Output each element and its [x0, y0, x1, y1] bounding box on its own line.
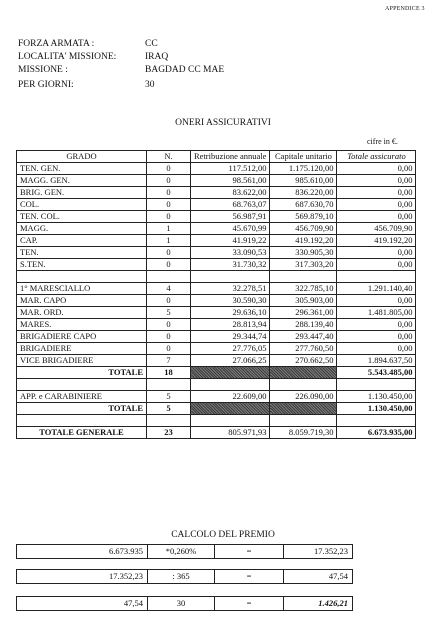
table-row: [17, 247, 416, 259]
table-row: [17, 307, 416, 319]
cell-n: 5: [147, 307, 191, 319]
premio-operator: : 365: [148, 570, 215, 584]
insurance-table: [16, 150, 416, 439]
header-value: 30: [145, 80, 155, 90]
premio-result: 17.352,23: [284, 545, 353, 559]
spacer-cell: [147, 271, 191, 283]
table-row: [17, 295, 416, 307]
table-row: [17, 175, 416, 187]
cell-grado: TEN.: [17, 247, 147, 259]
cell-n: 0: [147, 247, 191, 259]
cell-capitale: 569.879,10: [270, 211, 337, 223]
cell-n: 0: [147, 163, 191, 175]
shaded-cell: [270, 403, 337, 415]
cell-retribuzione: 28.813,94: [191, 319, 270, 331]
cell-capitale: 317.303,20: [270, 259, 337, 271]
spacer-cell: [147, 415, 191, 427]
col-totale: Totale assicurato: [337, 151, 416, 163]
cell-capitale: 456.709,90: [270, 223, 337, 235]
cell-totale: 1.130.450,00: [337, 391, 416, 403]
cell-totale: 0,00: [337, 259, 416, 271]
col-retribuzione: Retribuzione annuale: [191, 151, 270, 163]
cell-totale: 0,00: [337, 331, 416, 343]
cell-grado: MAR. ORD.: [17, 307, 147, 319]
cell-capitale: 293.447,40: [270, 331, 337, 343]
premio-row-2: [16, 569, 353, 584]
cell-retribuzione: 98.561,00: [191, 175, 270, 187]
cell-n: 0: [147, 187, 191, 199]
cell-capitale: 305.903,00: [270, 295, 337, 307]
total-row: [17, 403, 416, 415]
spacer-cell: [270, 415, 337, 427]
table-header-row: [17, 151, 416, 163]
grand-total-capitale: 8.059.719,30: [270, 427, 337, 439]
spacer-row: [17, 379, 416, 391]
cell-capitale: 687.630,70: [270, 199, 337, 211]
spacer-cell: [270, 271, 337, 283]
spacer-cell: [337, 415, 416, 427]
cell-totale: 0,00: [337, 163, 416, 175]
cell-n: 0: [147, 343, 191, 355]
cell-grado: MARES.: [17, 319, 147, 331]
cell-totale: 0,00: [337, 187, 416, 199]
cell-totale: 1.291.140,40: [337, 283, 416, 295]
cell-grado: 1° MARESCIALLO: [17, 283, 147, 295]
grand-total-label: TOTALE GENERALE: [17, 427, 147, 439]
total-row: [17, 367, 416, 379]
cell-retribuzione: 30.590,30: [191, 295, 270, 307]
premio-final-result: 1.426,21: [284, 597, 353, 611]
header-value: CC: [145, 39, 158, 49]
cell-grado: TEN. GEN.: [17, 163, 147, 175]
cell-retribuzione: 32.278,51: [191, 283, 270, 295]
cell-grado: MAR. CAPO: [17, 295, 147, 307]
premio-row-1: [16, 544, 353, 559]
col-n: N.: [147, 151, 191, 163]
cell-n: 0: [147, 175, 191, 187]
cell-grado: BRIGADIERE: [17, 343, 147, 355]
col-capitale: Capitale unitario: [270, 151, 337, 163]
cell-retribuzione: 27.066,25: [191, 355, 270, 367]
cell-n: 0: [147, 295, 191, 307]
cell-capitale: 330.905,30: [270, 247, 337, 259]
table-row: [17, 283, 416, 295]
section-title: ONERI ASSICURATIVI: [175, 118, 271, 128]
cell-grado: APP. e CARABINIERE: [17, 391, 147, 403]
grand-total-retribuzione: 805.971,93: [191, 427, 270, 439]
cell-retribuzione: 29.344,74: [191, 331, 270, 343]
premio-equals: =: [215, 597, 284, 611]
spacer-cell: [191, 379, 270, 391]
table-row: [17, 223, 416, 235]
cell-n: 7: [147, 355, 191, 367]
spacer-row: [17, 271, 416, 283]
premio-equals: =: [215, 570, 284, 584]
total-n: 18: [147, 367, 191, 379]
cell-grado: MAGG. GEN.: [17, 175, 147, 187]
cell-retribuzione: 117.512,00: [191, 163, 270, 175]
mission-header: [0, 38, 446, 98]
premio-operand: 47,54: [17, 597, 148, 611]
cell-retribuzione: 29.636,10: [191, 307, 270, 319]
shaded-cell: [191, 403, 270, 415]
cell-retribuzione: 41.919,22: [191, 235, 270, 247]
grand-total-value: 6.673.935,00: [337, 427, 416, 439]
cell-n: 1: [147, 223, 191, 235]
cell-retribuzione: 33.090,53: [191, 247, 270, 259]
cell-n: 0: [147, 331, 191, 343]
premio-operand: 6.673.935: [17, 545, 148, 559]
cell-capitale: 322.785,10: [270, 283, 337, 295]
cell-totale: 1.481.805,00: [337, 307, 416, 319]
cell-retribuzione: 83.622,00: [191, 187, 270, 199]
spacer-cell: [191, 415, 270, 427]
cell-retribuzione: 27.776,05: [191, 343, 270, 355]
cell-totale: 0,00: [337, 319, 416, 331]
table-row: [17, 163, 416, 175]
spacer-cell: [147, 379, 191, 391]
spacer-cell: [17, 415, 147, 427]
cell-n: 0: [147, 211, 191, 223]
table-row: [17, 199, 416, 211]
table-row: [17, 187, 416, 199]
cell-capitale: 1.175.120,00: [270, 163, 337, 175]
total-value: 5.543.485,00: [337, 367, 416, 379]
premio-equals: =: [215, 545, 284, 559]
spacer-cell: [191, 271, 270, 283]
cell-totale: 0,00: [337, 295, 416, 307]
cell-capitale: 836.220,00: [270, 187, 337, 199]
cell-grado: COL.: [17, 199, 147, 211]
cell-n: 0: [147, 319, 191, 331]
cell-capitale: 419.192,20: [270, 235, 337, 247]
total-value: 1.130.450,00: [337, 403, 416, 415]
cell-n: 5: [147, 391, 191, 403]
cell-n: 0: [147, 259, 191, 271]
premio-result: 47,54: [284, 570, 353, 584]
grand-total-row: [17, 427, 416, 439]
header-label: FORZA ARMATA :: [18, 39, 95, 49]
cell-grado: S.TEN.: [17, 259, 147, 271]
spacer-cell: [17, 379, 147, 391]
table-row: [17, 259, 416, 271]
cell-retribuzione: 22.609,00: [191, 391, 270, 403]
cell-totale: 0,00: [337, 247, 416, 259]
cell-retribuzione: 68.763,07: [191, 199, 270, 211]
premio-operator: *0,260%: [148, 545, 215, 559]
shaded-cell: [270, 367, 337, 379]
cell-retribuzione: 31.730,32: [191, 259, 270, 271]
table-row: [17, 391, 416, 403]
cell-grado: BRIGADIERE CAPO: [17, 331, 147, 343]
cell-totale: 0,00: [337, 199, 416, 211]
table-row: [17, 331, 416, 343]
cell-grado: BRIG. GEN.: [17, 187, 147, 199]
cell-grado: CAP.: [17, 235, 147, 247]
cell-grado: TEN. COL.: [17, 211, 147, 223]
col-grado: GRADO: [17, 151, 147, 163]
header-value: IRAQ: [145, 52, 169, 62]
grand-total-n: 23: [147, 427, 191, 439]
cell-totale: 456.709,90: [337, 223, 416, 235]
total-label: TOTALE: [17, 403, 147, 415]
cell-totale: 0,00: [337, 343, 416, 355]
header-label: MISSIONE :: [18, 65, 68, 75]
table-row: [17, 343, 416, 355]
cell-retribuzione: 56.987,91: [191, 211, 270, 223]
premio-operand: 17.352,23: [17, 570, 148, 584]
cell-grado: VICE BRIGADIERE: [17, 355, 147, 367]
premio-row-3: [16, 596, 353, 611]
cell-grado: MAGG.: [17, 223, 147, 235]
cell-capitale: 226.090,00: [270, 391, 337, 403]
cell-totale: 1.894.637,50: [337, 355, 416, 367]
table-row: [17, 235, 416, 247]
cell-n: 0: [147, 199, 191, 211]
cell-capitale: 288.139,40: [270, 319, 337, 331]
spacer-row: [17, 415, 416, 427]
premio-title: CALCOLO DEL PREMIO: [171, 530, 275, 540]
cell-totale: 419.192,20: [337, 235, 416, 247]
cell-capitale: 277.760,50: [270, 343, 337, 355]
cell-capitale: 270.662,50: [270, 355, 337, 367]
cell-capitale: 985.610,00: [270, 175, 337, 187]
spacer-cell: [337, 271, 416, 283]
shaded-cell: [191, 367, 270, 379]
appendix-label: APPENDICE 3: [385, 6, 425, 12]
cell-retribuzione: 45.670,99: [191, 223, 270, 235]
table-row: [17, 355, 416, 367]
cell-n: 1: [147, 235, 191, 247]
currency-note: cifre in €.: [367, 137, 398, 146]
cell-capitale: 296.361,00: [270, 307, 337, 319]
spacer-cell: [270, 379, 337, 391]
spacer-cell: [337, 379, 416, 391]
cell-totale: 0,00: [337, 211, 416, 223]
table-row: [17, 211, 416, 223]
cell-n: 4: [147, 283, 191, 295]
header-label: LOCALITA' MISSIONE:: [18, 52, 117, 62]
table-row: [17, 319, 416, 331]
total-label: TOTALE: [17, 367, 147, 379]
spacer-cell: [17, 271, 147, 283]
total-n: 5: [147, 403, 191, 415]
cell-totale: 0,00: [337, 175, 416, 187]
header-label: PER GIORNI:: [18, 80, 74, 90]
header-value: BAGDAD CC MAE: [145, 65, 225, 75]
premio-operator: 30: [148, 597, 215, 611]
